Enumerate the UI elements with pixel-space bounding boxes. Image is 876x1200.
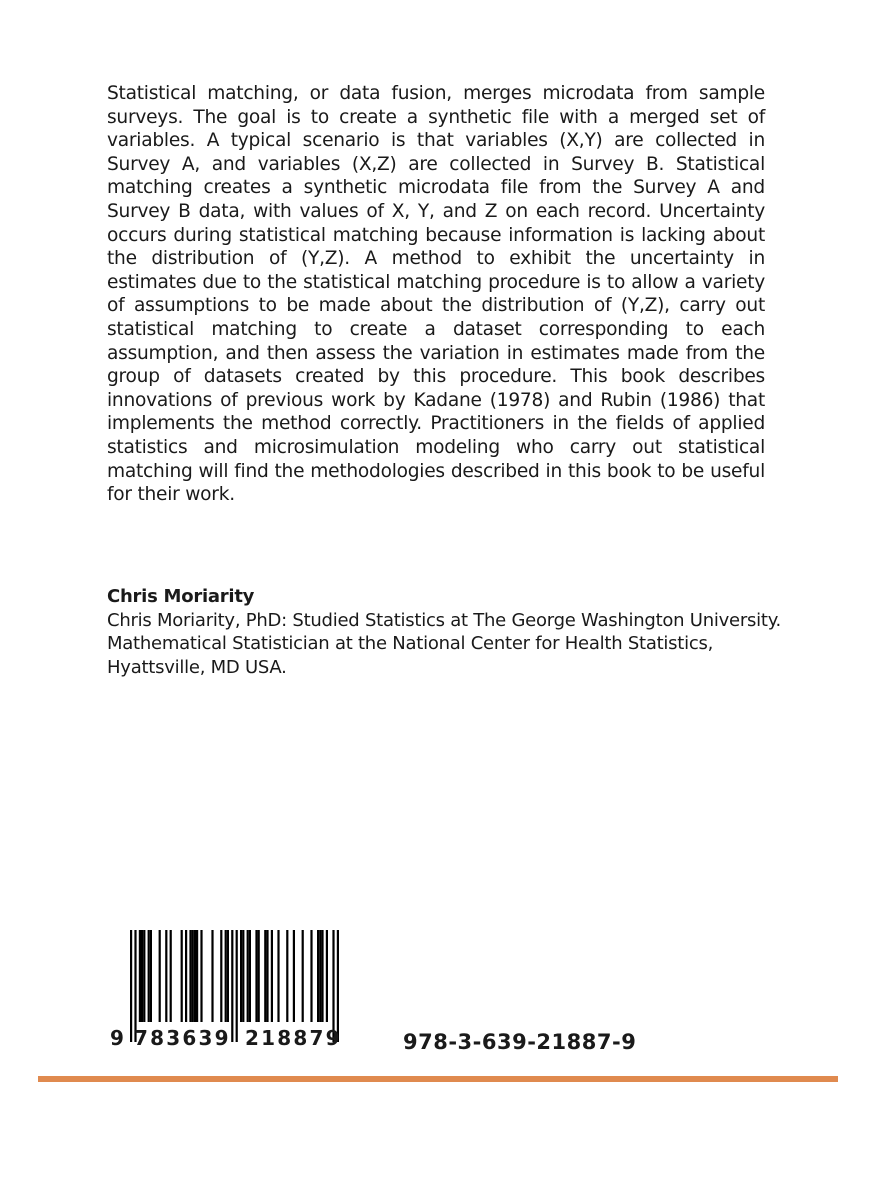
barcode-bar: [249, 930, 251, 1022]
author-bio: Chris Moriarity, PhD: Studied Statistics at The George Washington University. Mathematical Statistician at the National Center for Health Statistics, Hyattsville, MD USA.: [107, 609, 782, 678]
barcode-bar: [247, 930, 249, 1022]
barcode: [110, 930, 365, 1060]
barcode-bar: [130, 930, 132, 1042]
barcode-bar: [231, 930, 233, 1042]
barcode-bar: [258, 930, 260, 1022]
barcode-bar: [277, 930, 279, 1022]
barcode-bar: [181, 930, 183, 1022]
footer-rule: [38, 1076, 838, 1082]
barcode-bar: [159, 930, 161, 1022]
barcode-bar: [227, 930, 229, 1022]
barcode-bar: [326, 930, 328, 1022]
barcode-bar: [192, 930, 194, 1022]
barcode-bar: [271, 930, 273, 1022]
barcode-bar: [264, 930, 266, 1022]
barcode-bar: [211, 930, 213, 1022]
barcode-bar: [194, 930, 196, 1022]
barcode-bar: [165, 930, 167, 1022]
barcode-bar: [321, 930, 323, 1022]
barcode-bar: [200, 930, 202, 1022]
barcode-bar: [286, 930, 288, 1022]
back-cover-blurb: Statistical matching, or data fusion, merges microdata from sample surveys. The goal is to create a synthetic file with a merged set of variables. A typical scenario is that variables (X,Y) are collected in Survey A, and variables (X,Z) are collected in Survey B. Statistical matching creates a synthetic microdata file from the Survey A and Survey B data, with values of X, Y, and Z on each record. Uncertainty occurs during statistical matching because information is lacking about the distribution of (Y,Z). A method to exhibit the uncertainty in estimates due to the statistical matching procedure is to allow a variety of assumptions to be made about the distribution of (Y,Z), carry out statistical matching to create a dataset corresponding to each assumption, and then assess the variation in estimates made from the group of datasets created by this procedure. This book describes innovations of previous work by Kadane (1978) and Rubin (1986) that implements the method correctly. Practitioners in the fields of applied statistics and microsimulation modeling who carry out statistical matching will find the methodologies described in this book to be useful for their work.: [107, 83, 765, 506]
barcode-bar: [293, 930, 295, 1022]
barcode-bar: [255, 930, 257, 1022]
barcode-bar: [225, 930, 227, 1022]
barcode-bar: [317, 930, 319, 1022]
author-section: [107, 585, 787, 679]
isbn-number: 978-3-639-21887-9: [403, 1030, 637, 1054]
barcode-bar: [310, 930, 312, 1022]
barcode-bar: [150, 930, 152, 1022]
barcode-bar: [302, 930, 304, 1022]
barcode-bar: [148, 930, 150, 1022]
barcode-bar: [170, 930, 172, 1022]
barcode-bar: [220, 930, 222, 1022]
author-name: Chris Moriarity: [107, 586, 255, 607]
barcode-bar: [236, 930, 238, 1042]
barcode-bar: [143, 930, 145, 1022]
barcode-bar: [319, 930, 321, 1022]
barcode-bar: [196, 930, 198, 1022]
barcode-bar: [189, 930, 191, 1022]
barcode-digit-first: 9: [110, 1026, 125, 1050]
barcode-digits-left: 783639: [134, 1026, 231, 1050]
barcode-bar: [240, 930, 242, 1022]
barcode-bar: [141, 930, 143, 1022]
barcode-digits-right: 218879: [245, 1026, 342, 1050]
barcode-bar: [242, 930, 244, 1022]
barcode-bar: [139, 930, 141, 1022]
barcode-bar: [266, 930, 268, 1022]
barcode-bar: [185, 930, 187, 1022]
